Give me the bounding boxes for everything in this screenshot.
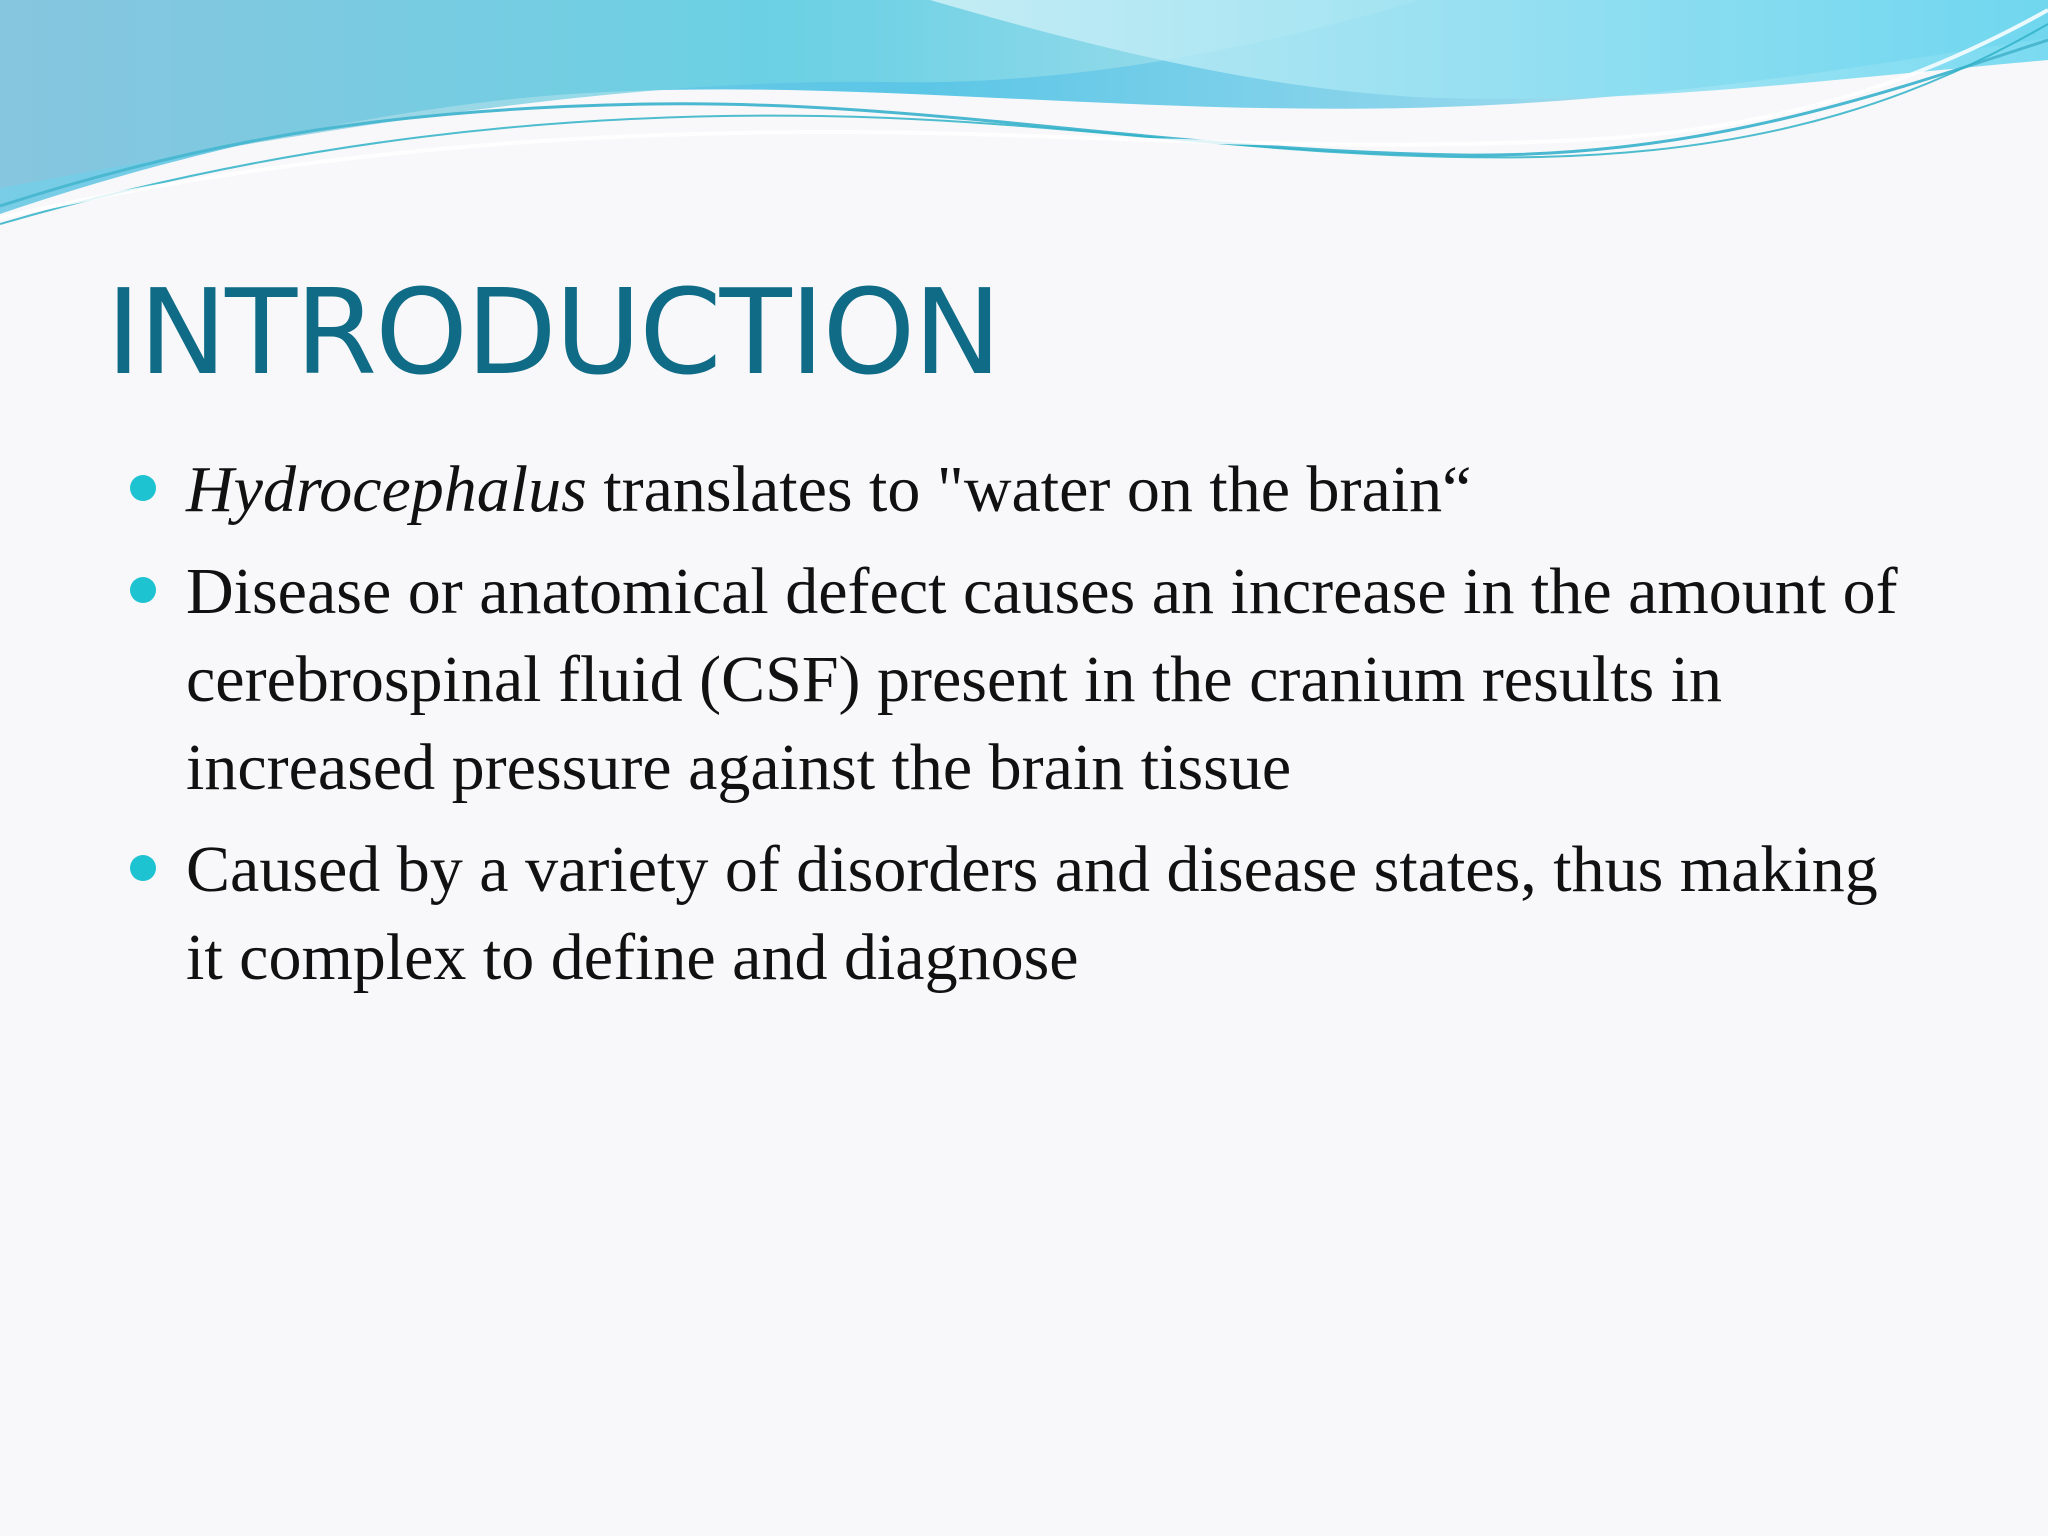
slide-title: INTRODUCTION [106, 263, 1000, 401]
bullet-item-causes [130, 826, 1930, 1002]
bullet-dot-icon [130, 855, 156, 881]
wave-decoration [0, 0, 2048, 240]
bullet-list [130, 446, 1930, 1016]
bullet-text: Caused by a variety of disorders and disease states, thus making it complex to define and diagnose [186, 833, 1878, 994]
bullet-dot-icon [130, 475, 156, 501]
bullet-text: Disease or anatomical defect causes an increase in the amount of cerebrospinal fluid (CSF) present in the cranium results in increased pressure against the brain tissue [186, 555, 1898, 804]
bullet-italic-term: Hydrocephalus [186, 453, 587, 526]
bullet-item-hydrocephalus [130, 446, 1930, 534]
bullet-text: translates to "water on the brain“ [586, 453, 1472, 526]
bullet-item-disease [130, 548, 1930, 812]
bullet-dot-icon [130, 577, 156, 603]
